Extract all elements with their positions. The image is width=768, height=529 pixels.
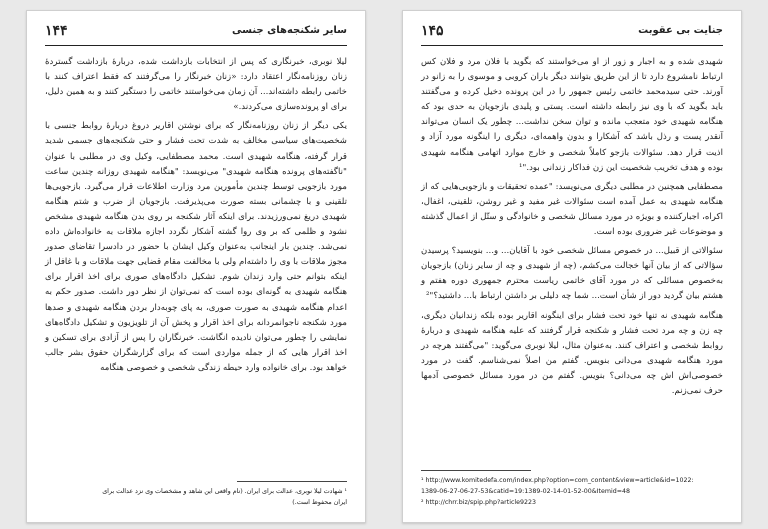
right-page-number: ۱۴۵ <box>421 23 444 39</box>
paragraph: شهیدی شده و به اجبار و زور از او می‌خواستند که بگوید با فلان مرد و فلان کس ارتباط نامشروع دارد تا از این طریق بتوانند دیگر یاران کروبی و موسوی را به زانو در آورند. حتی سیدمحمد خاتمی رئیس جمهور را در این پرونده دخیل کرده و می‌گفتند باید بگوید که با وی نیز رابطه داشته است. پستی و پلیدی بازجویان به حدی بود که هنگامه شهیدی خود متعجب مانده و توان سخن نداشت... چطور یک انسان می‌تواند آنقدر پست و رذل باشد که آشکارا و بدون واهمه‌ای، دیگری را اینگونه مورد آزاد و اذیت قرار دهد. سئوالات بازجو کاملاً شخصی و خارج موارد اتهامی هنگامه شهیدی بوده و هدف تخریب شخصیت این زن فداکار زندانی بود."¹ <box>421 57 723 173</box>
left-page <box>26 10 366 523</box>
right-footnotes <box>421 470 723 508</box>
left-page-body <box>45 55 347 380</box>
right-page <box>402 10 742 523</box>
footnote-divider <box>237 481 347 482</box>
left-page-number: ۱۴۴ <box>45 23 68 39</box>
footnote-link[interactable]: ¹ http://www.komitedefa.com/index.php?option=com_content&view=article&id=1022: <box>421 477 694 484</box>
left-page-header <box>45 23 347 46</box>
left-footnotes <box>45 481 347 508</box>
paragraph: یکی دیگر از زنان روزنامه‌نگار که برای نوشتن اقاریر دروغ دربارهٔ روابط جنسی با شخصیت‌های سیاسی مخالف به شدت تحت فشار و حتی شکنجه‌های جسمی شدید قرار گرفته، هنگامه شهیدی است. محمد مصطفایی، وکیل وی در مطلبی با عنوان "ناگفته‌های پرونده هنگامه شهیدی" می‌نویسد: "هنگامه شهیدی روزانه چندین ساعت مورد بازجویی توسط چندین مأمورین مرد وزارت اطلاعات قرار می‌گیرد. بازجویی‌ها تلقینی و با چشمانی بسته صورت می‌پذیرفت. بازجویان از ضرب و شتم هنگامه شهیدی دریغ نمی‌ورزیدند. برای اینکه آثار شکنجه بر روی بدن هنگامه شهیدی مشخص نشود و ظلمی که بر وی روا گشته آشکار نگردد اجازه ملاقات به خانواده‌اش داده نمی‌شد. چندین بار اینجانب به‌عنوان وکیل ایشان با حضور در دادسرا تقاضای صدور مجوز ملاقات با وی را داشته‌ام ولی با مخالفت مقام قضایی جهت ملاقات و با غافل از اینکه بتوانم حتی وارد زندان شوم. تشکیل دادگاه‌های صوری برای اخذ اقرار برای هنگامه شهیدی به گونه‌ای بوده است که نمی‌توان از نظر دور داشت. صدور حکم به اعدام هنگامه شهیدی به صورت صوری، به پای چوبه‌دار بردن هنگامه شهیدی و صدها مورد شکنجه ناجوانمردانه برای اخذ اقرار و پخش آن از تلویزیون و تشکیل دادگاه‌های نمایشی را چطور می‌توان نادیده انگاشت. خبرنگاران را پس از آزادی برای تسکین و اخذ اقرار هایی که از جمله مواردی است که برای گزارشگران حقوق بشر جالب خواهد بود. برای خانواده وارد حیطه زندگی شخصی و خصوصی هنگامه <box>45 121 347 373</box>
right-page-body <box>421 55 723 403</box>
paragraph: مصطفایی همچنین در مطلبی دیگری می‌نویسد: "عمده تحقیقات و بازجویی‌هایی که از هنگامه شهیدی به عمل آمده است سئوالات غیر مفید و غیر روشن، تلقینی، اغفال، اکراه، اجبارکننده و بویژه در مورد مسائل شخصی و خانوادگی و ستّل از اعمال گذشته و موضوعات غیر ضروری بوده است. <box>421 181 723 238</box>
right-page-header <box>421 23 723 46</box>
footnote-link-continued[interactable]: 1389-06-27-06-27-53&catid=19:1389-02-14-01-52-00&Itemid=48 <box>421 488 631 495</box>
left-running-title: سایر شکنجه‌های جنسی <box>232 25 347 36</box>
footnote-line: ¹ شهادت لیلا نوبری، عدالت برای ایران. (نام واقعی این شاهد و مشخصات وی نزد عدالت برای <box>102 488 347 495</box>
paragraph: سئوالاتی از قبیل... در خصوص مسائل شخصی خود با آقایان... و... بنویسید؟ پرسیدن سؤالاتی که از بیان آنها خجالت می‌کشم، (چه از شهیدی و چه از سایر زنان) بازجویان به‌خصوص مسائلی که در مورد آقای خاتمی ریاست محترم جمهوری دوره هفتم و هشتم بیان گردید دور از شأن است... شما چه دلیلی بر داشتن ارتباط با... داشتید؟"² <box>421 246 723 302</box>
footnote-divider <box>421 470 531 471</box>
footnote-line: ایران محفوظ است.) <box>292 499 347 506</box>
paragraph: لیلا نوبری، خبرنگاری که پس از انتخابات بازداشت شده، دربارهٔ بازداشت گستردهٔ زنان روزنامه‌نگار اعتقاد دارد: «زنان خبرنگار را می‌گرفتند که فقط اعتراف کنند با خاتمی رابطه داشته‌اند... آن زمان می‌خواستند خاتمی را دستگیر کنند و به همین دلیل، برای او پرونده‌سازی می‌کردند.» <box>45 57 347 113</box>
footnote-link[interactable]: ² http://chrr.biz/spip.php?article9223 <box>421 499 537 506</box>
paragraph: هنگامه شهیدی نه تنها خود تحت فشار برای اینگونه اقاریر بوده بلکه زندانیان دیگری، چه زن و چه مرد تحت فشار و شکنجه قرار گرفتند که علیه هنگامه شهیدی و دربارهٔ روابط شخصی و اعتراف کنند. به‌عنوان مثال، لیلا نوبری می‌گوید: "می‌گفتند هرچه در مورد هنگامه شهیدی می‌دانی بنویس. گفتم من اصلاً نمی‌شناسم. گفت در مورد خصوصی‌اش اش چه می‌دانی؟ بنویس. گفتم من در مورد مسائل خصوصی آدمها حرف نمی‌زنم. <box>421 310 723 396</box>
right-running-title: جنایت بی عقوبت <box>638 25 723 36</box>
